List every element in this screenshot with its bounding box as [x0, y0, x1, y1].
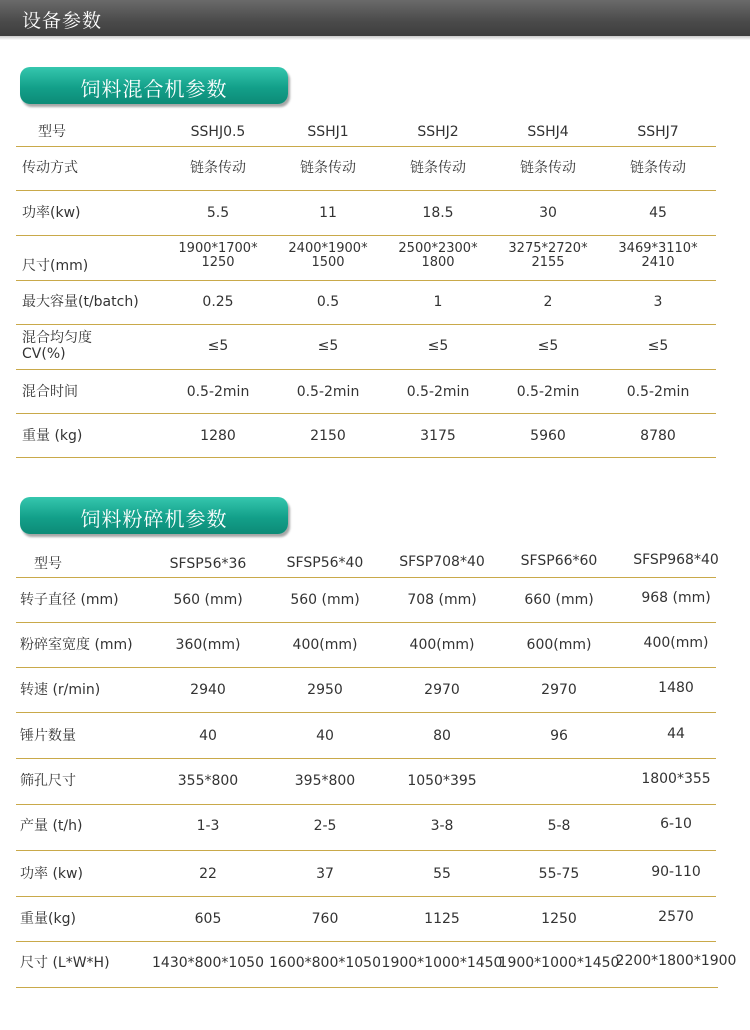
mixer-cell: 5.5: [206, 205, 230, 221]
crusher-header-model: SFSP968*40: [633, 552, 719, 568]
mixer-cell: 5960: [530, 428, 566, 444]
mixer-row-divider: [16, 146, 716, 147]
crusher-row-label: 锤片数量: [20, 728, 76, 744]
mixer-cell: ≤5: [427, 338, 449, 354]
crusher-cell: 96: [550, 728, 568, 744]
mixer-cell: 1250: [201, 255, 235, 270]
crusher-cell: 1800*355: [641, 771, 711, 787]
crusher-header-model: SFSP708*40: [399, 554, 485, 570]
crusher-cell: 708 (mm): [407, 592, 477, 608]
mixer-header-model: SSHJ1: [307, 124, 349, 140]
crusher-row-divider: [16, 941, 716, 942]
mixer-cell: 3175: [420, 428, 456, 444]
mixer-row-divider: [16, 280, 716, 281]
crusher-cell: 400(mm): [643, 635, 709, 651]
mixer-header-model: SSHJ0.5: [190, 124, 246, 140]
crusher-header-model: SFSP56*36: [169, 556, 247, 572]
mixer-row-divider: [16, 369, 716, 370]
mixer-cell: 链条传动: [630, 160, 686, 176]
mixer-cell: 1900*1700*: [178, 241, 258, 256]
crusher-cell: 40: [316, 728, 334, 744]
crusher-cell: 1480: [658, 680, 694, 696]
mixer-cell: 2150: [310, 428, 346, 444]
crusher-cell: 1050*395: [407, 773, 477, 789]
mixer-cell: 18.5: [422, 205, 454, 221]
mixer-row-label: 尺寸(mm): [22, 258, 89, 274]
mixer-header-model: SSHJ4: [527, 124, 569, 140]
crusher-row-label: 筛孔尺寸: [20, 773, 76, 789]
mixer-cell: 0.5: [316, 294, 340, 310]
mixer-cell: 3469*3110*: [618, 241, 698, 256]
crusher-row-label: 产量 (t/h): [20, 818, 83, 834]
crusher-cell: 355*800: [177, 773, 239, 789]
crusher-row-label: 重量(kg): [20, 911, 76, 927]
mixer-cell: 45: [649, 205, 667, 221]
mixer-cell: 30: [539, 205, 557, 221]
mixer-row-label: 最大容量(t/batch): [22, 294, 139, 310]
crusher-cell: 2570: [658, 909, 694, 925]
crusher-cell: 22: [199, 866, 217, 882]
crusher-row-divider: [16, 896, 716, 897]
mixer-row-divider: [16, 190, 716, 191]
mixer-cell: 链条传动: [410, 160, 466, 176]
mixer-cell: 1500: [311, 255, 345, 270]
crusher-cell: 3-8: [430, 818, 454, 834]
crusher-row-divider: [16, 712, 716, 713]
mixer-cell: 链条传动: [300, 160, 356, 176]
mixer-section-title-text: 饲料混合机参数: [80, 77, 228, 101]
mixer-cell: 3275*2720*: [508, 241, 588, 256]
crusher-row-label: 转子直径 (mm): [20, 592, 119, 608]
mixer-cell: ≤5: [647, 338, 669, 354]
crusher-cell: 360(mm): [175, 637, 241, 653]
crusher-row-label: 功率 (kw): [20, 866, 83, 882]
crusher-cell: 2940: [190, 682, 226, 698]
mixer-cell: 0.5-2min: [186, 384, 250, 400]
mixer-cell: 链条传动: [190, 160, 246, 176]
crusher-cell: 1250: [541, 911, 577, 927]
crusher-row-divider: [16, 804, 716, 805]
crusher-cell: 1900*1000*1450: [498, 955, 620, 971]
crusher-cell: 400(mm): [409, 637, 475, 653]
crusher-cell: 600(mm): [526, 637, 592, 653]
crusher-cell: 560 (mm): [290, 592, 360, 608]
page-header: [0, 0, 750, 36]
crusher-cell: 1600*800*1050: [269, 955, 381, 971]
crusher-cell: 400(mm): [292, 637, 358, 653]
crusher-cell: 5-8: [547, 818, 571, 834]
crusher-cell: 37: [316, 866, 334, 882]
mixer-cell: 0.5-2min: [626, 384, 690, 400]
mixer-header-model: SSHJ7: [637, 124, 679, 140]
mixer-row-divider: [16, 413, 716, 414]
mixer-cell: ≤5: [537, 338, 559, 354]
crusher-cell: 660 (mm): [524, 592, 594, 608]
crusher-cell: 2950: [307, 682, 343, 698]
mixer-row-divider: [16, 235, 716, 236]
crusher-cell: 1430*800*1050: [152, 955, 264, 971]
mixer-section-title: [20, 67, 288, 104]
crusher-section-title-text: 饲料粉碎机参数: [80, 507, 228, 531]
mixer-row-divider: [16, 324, 716, 325]
mixer-cell: 0.25: [202, 294, 234, 310]
mixer-cell: 1800: [421, 255, 455, 270]
mixer-row-label: 混合均匀度: [22, 330, 92, 346]
mixer-cell: 0.5-2min: [516, 384, 580, 400]
mixer-cell: 8780: [640, 428, 676, 444]
mixer-row-label: 重量 (kg): [22, 428, 83, 444]
crusher-row-divider: [16, 987, 718, 988]
mixer-row-divider: [16, 457, 716, 458]
crusher-cell: 44: [667, 726, 685, 742]
crusher-cell: 2-5: [313, 818, 337, 834]
crusher-cell: 40: [199, 728, 217, 744]
page-title: 设备参数: [22, 10, 103, 32]
crusher-cell: 55: [433, 866, 451, 882]
crusher-cell: 2200*1800*1900: [615, 953, 737, 969]
mixer-header-model: SSHJ2: [417, 124, 459, 140]
mixer-cell: 0.5-2min: [296, 384, 360, 400]
mixer-cell: ≤5: [207, 338, 229, 354]
mixer-cell: 2155: [531, 255, 565, 270]
crusher-cell: 90-110: [651, 864, 701, 880]
mixer-cell: 3: [653, 294, 663, 310]
mixer-row-label: 功率(kw): [22, 205, 81, 221]
crusher-cell: 1-3: [196, 818, 220, 834]
crusher-cell: 80: [433, 728, 451, 744]
crusher-cell: 760: [311, 911, 339, 927]
crusher-header-model: SFSP66*60: [520, 553, 598, 569]
crusher-row-label: 转速 (r/min): [20, 682, 101, 698]
crusher-row-divider: [16, 758, 716, 759]
crusher-cell: 55-75: [538, 866, 580, 882]
crusher-section-title: [20, 497, 288, 534]
mixer-cell: 2410: [641, 255, 675, 270]
mixer-row-label: 传动方式: [22, 160, 78, 176]
crusher-cell: 395*800: [294, 773, 356, 789]
crusher-row-divider: [16, 622, 716, 623]
mixer-header-model-label: 型号: [38, 124, 66, 140]
crusher-cell: 968 (mm): [641, 590, 711, 606]
crusher-row-label: 粉碎室宽度 (mm): [20, 637, 133, 653]
mixer-cell: 1: [433, 294, 443, 310]
crusher-header-model: SFSP56*40: [286, 555, 364, 571]
mixer-cell: 11: [319, 205, 337, 221]
crusher-cell: 2970: [541, 682, 577, 698]
mixer-cell: 2400*1900*: [288, 241, 368, 256]
mixer-cell: 1280: [200, 428, 236, 444]
crusher-row-divider: [16, 577, 716, 578]
mixer-cell: 链条传动: [520, 160, 576, 176]
crusher-cell: 2970: [424, 682, 460, 698]
crusher-cell: 6-10: [660, 816, 692, 832]
crusher-row-label: 尺寸 (L*W*H): [20, 955, 110, 971]
header-shadow: [0, 36, 750, 40]
crusher-cell: 560 (mm): [173, 592, 243, 608]
mixer-cell: 0.5-2min: [406, 384, 470, 400]
crusher-cell: 605: [194, 911, 222, 927]
crusher-row-divider: [16, 667, 716, 668]
crusher-cell: 1125: [424, 911, 460, 927]
mixer-cell: ≤5: [317, 338, 339, 354]
mixer-cell: 2: [543, 294, 553, 310]
mixer-row-label: 混合时间: [22, 384, 78, 400]
crusher-header-model-label: 型号: [34, 556, 62, 572]
mixer-cell: 2500*2300*: [398, 241, 478, 256]
crusher-cell: 1900*1000*1450: [381, 955, 503, 971]
crusher-row-divider: [16, 850, 716, 851]
mixer-row-label: CV(%): [22, 346, 66, 362]
